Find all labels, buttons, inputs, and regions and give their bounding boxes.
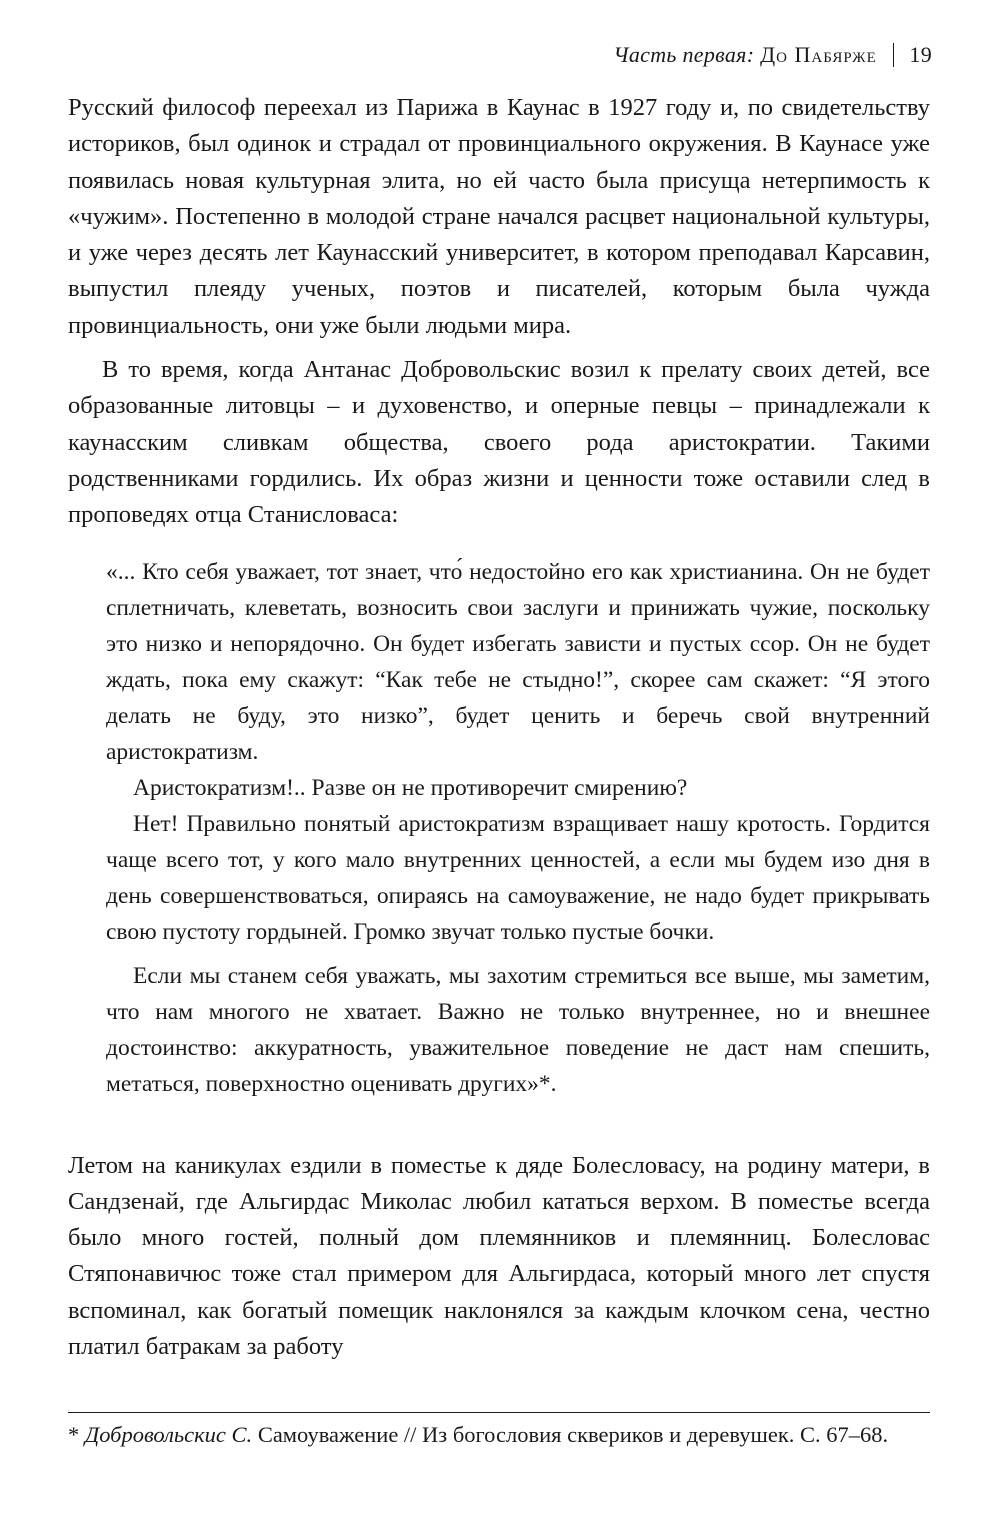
page-number: 19 (909, 42, 932, 67)
main-text (68, 90, 930, 1365)
footnote-marker: * (68, 1422, 80, 1447)
header-divider (893, 43, 894, 67)
quote-paragraph-2: Аристократизм!.. Разве он не противоречит смирению? (133, 774, 688, 801)
chapter-place: До Пабярже (760, 42, 877, 67)
quote-paragraph-4: Если мы станем себя уважать, мы захотим стремиться все выше, мы заметим, что нам многого не хватает. Важно не только внутреннее, но и внешнее достоинство: аккуратность, уважительное поведение не даст нам спешить, метаться, поверхностно оценивать других»*. (106, 962, 930, 1097)
footnote-rule (68, 1412, 930, 1413)
paragraph-3: Летом на каникулах ездили в поместье к дяде Болесловасу, на родину матери, в Сандзенай, где Альгирдас Миколас любил кататься верхом. В поместье всегда было много гостей, полный дом племянников и племянниц. Болесловас Стяпонавичюс тоже стал примером для Альгирдаса, который много лет спустя вспоминал, как богатый помещик наклонялся за каждым клочком сена, честно платил батракам за работу (68, 1151, 930, 1361)
sermon-quote (106, 554, 930, 1102)
paragraph-1: Русский философ переехал из Парижа в Каунас в 1927 году и, по свидетельству историков, был одинок и страдал от провинциального окружения. В Каунасе уже появилась новая культурная элита, но ей часто была присуща нетерпимость к «чужим». Постепенно в молодой стране начался расцвет национальной культуры, и уже через десять лет Каунасский университет, в котором преподавал Карсавин, выпустил плеяду ученых, поэтов и писателей, которым была чужда провинциальность, они уже были людьми мира. (68, 94, 930, 339)
paragraph-2: В то время, когда Антанас Добровольскис возил к прелату своих детей, все образованные литовцы – и духовенство, и оперные певцы – принадлежали к каунасским сливкам общества, своего рода аристократии. Такими родственниками гордились. Их образ жизни и ценности тоже оставили след в проповедях отца Станисловаса: (68, 356, 930, 529)
quote-paragraph-3: Нет! Правильно понятый аристократизм взращивает нашу кротость. Гордится чаще всего тот, у кого мало внутренних ценностей, а если мы будем изо дня в день совершенствоваться, опираясь на самоуважение, не надо будет прикрывать свою пустоту гордыней. Громко звучат только пустые бочки. (106, 810, 930, 945)
part-title: Часть первая: (613, 42, 755, 67)
footnote (68, 1420, 930, 1450)
quote-paragraph-1: «... Кто себя уважает, тот знает, что́ недостойно его как христианина. Он не будет сплетничать, клеветать, возносить свои заслуги и принижать чужие, поскольку это низко и непорядочно. Он будет избегать зависти и пустых ссор. Он не будет ждать, пока ему скажут: “Как тебе не стыдно!”, скорее сам скажет: “Я этого делать не буду, это низко”, будет ценить и беречь свой внутренний аристократизм. (106, 558, 930, 765)
footnote-author: Добровольскис С. (84, 1422, 253, 1447)
footnote-text: Самоуважение // Из богословия сквериков и деревушек. С. 67–68. (257, 1422, 889, 1447)
running-header (613, 42, 932, 68)
